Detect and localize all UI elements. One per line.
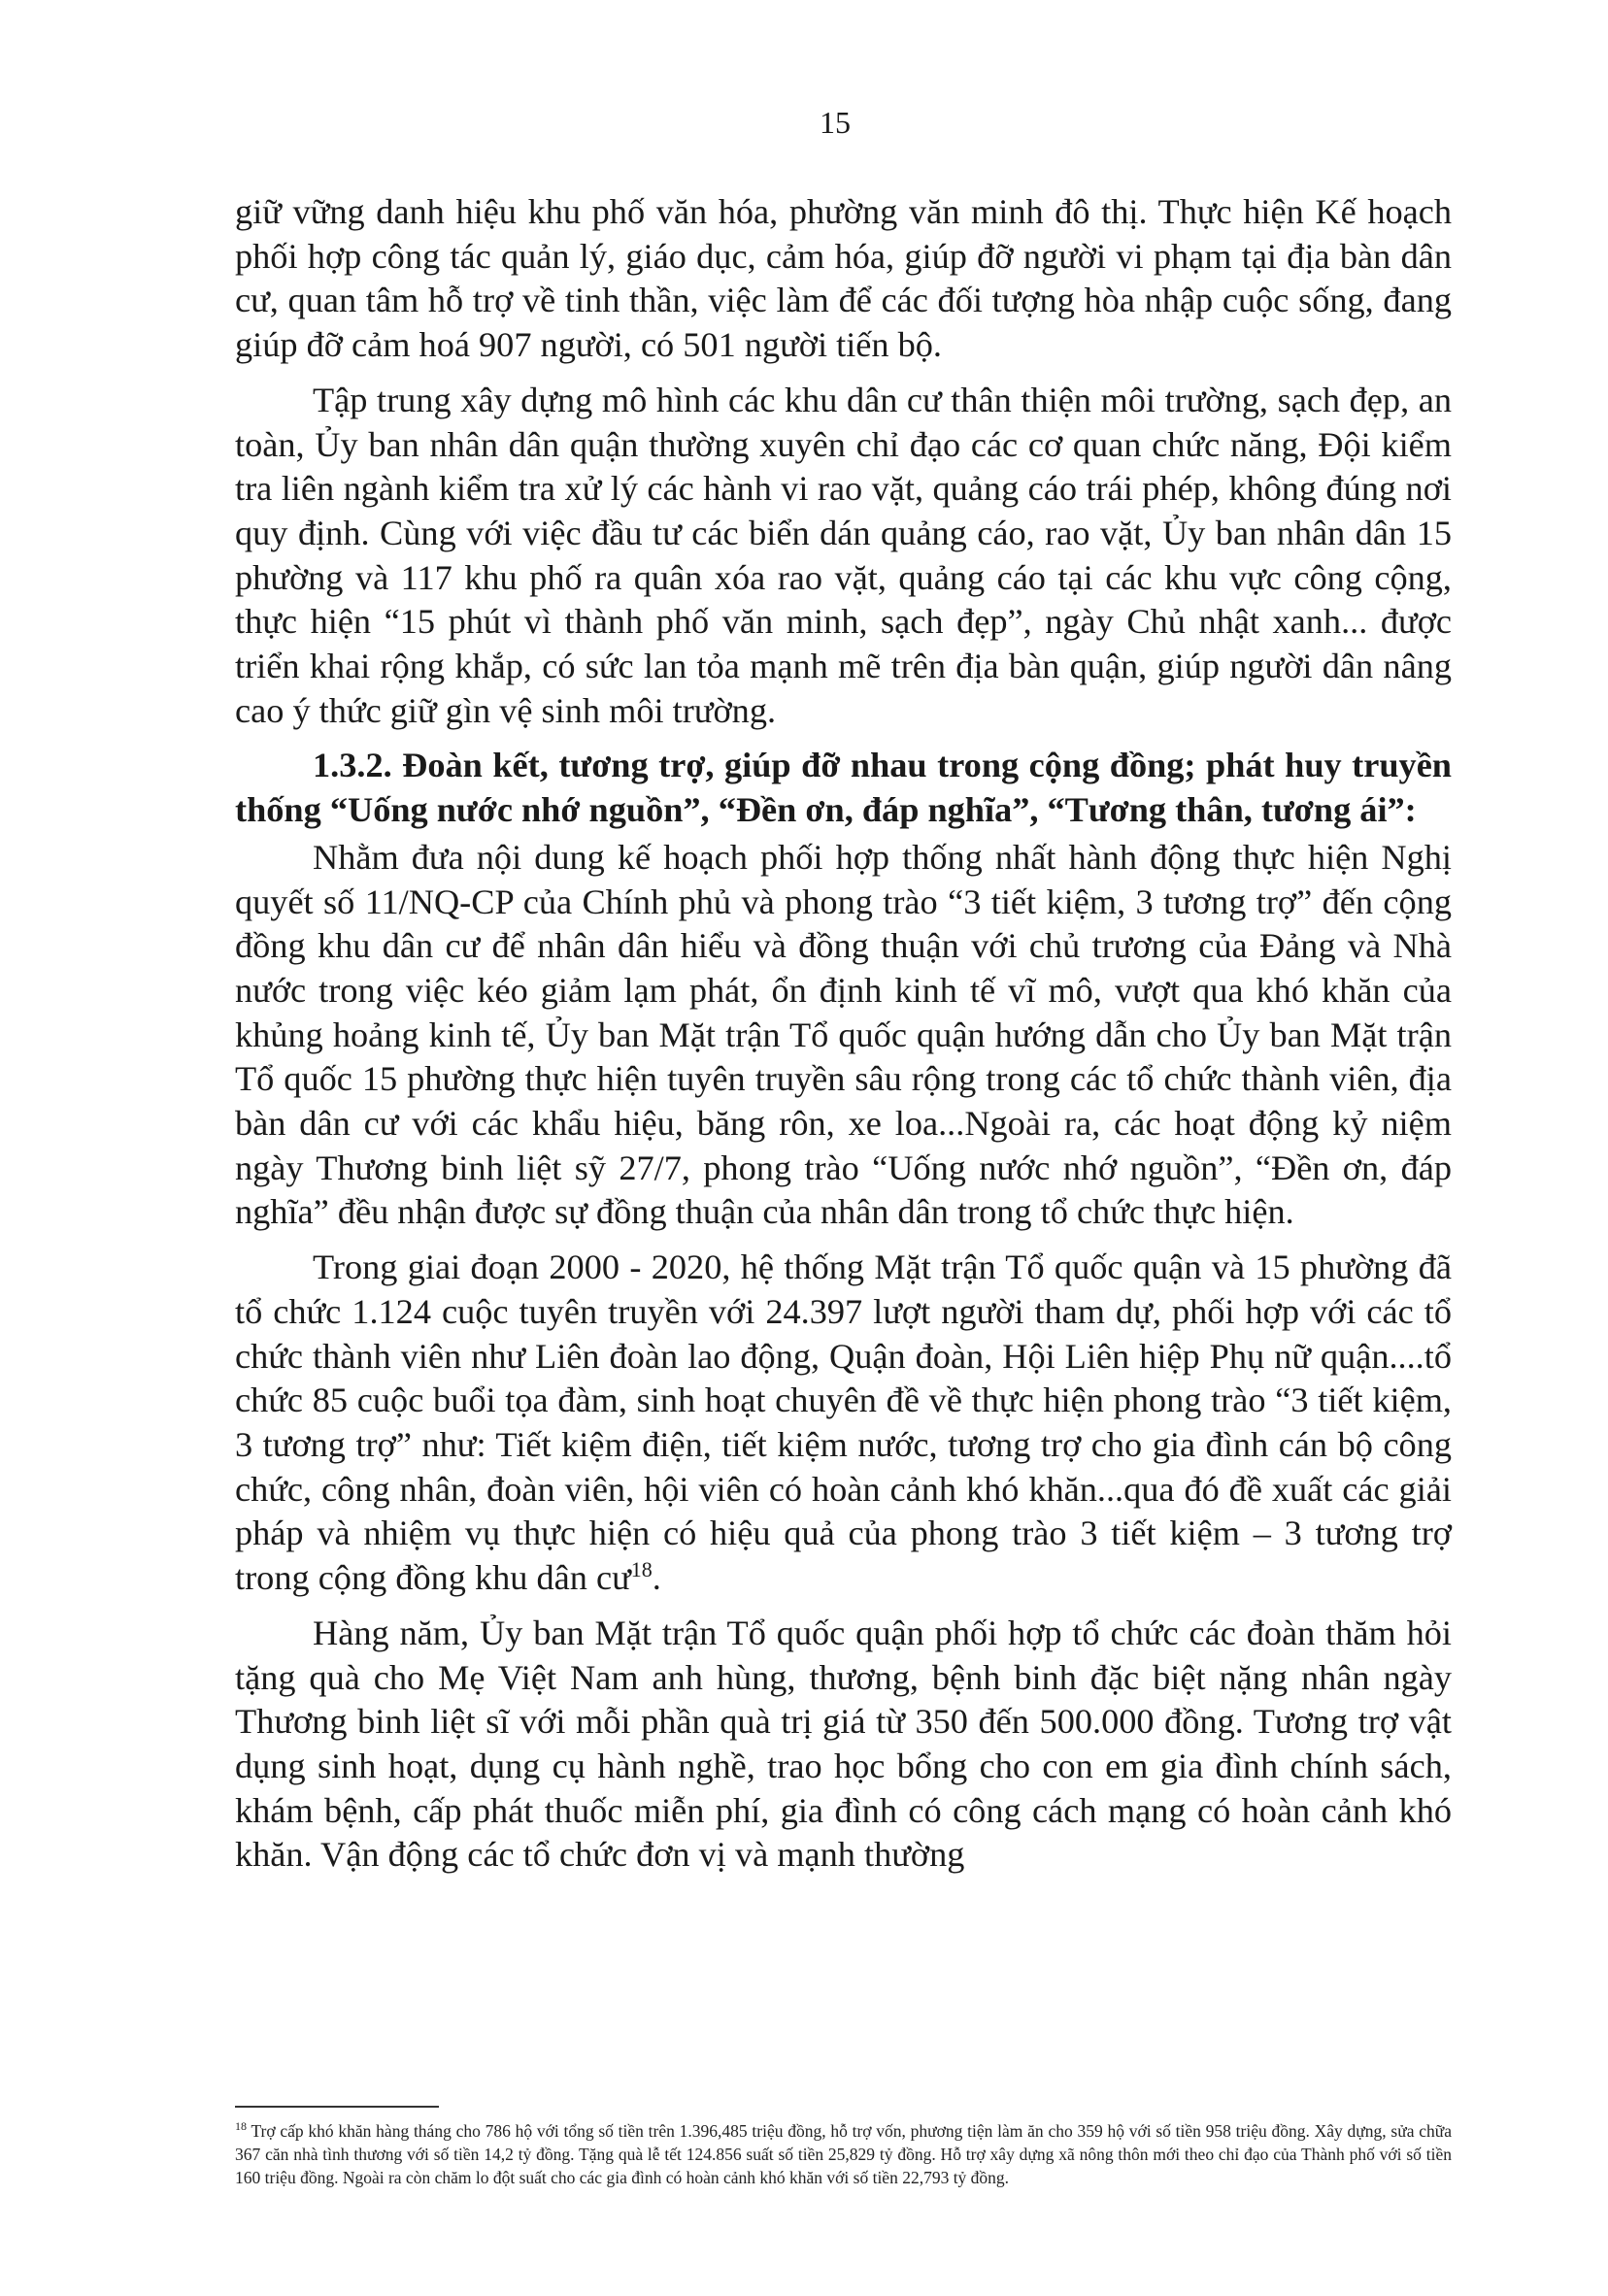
paragraph-statistics-text: Trong giai đoạn 2000 - 2020, hệ thống Mặt trận Tổ quốc quận và 15 phường đã tổ chức 1.124 cuộc tuyên truyền với 24.397 lượt người tham dự, phối hợp với các tổ chức thành viên như Liên đoàn lao động, Quận đoàn, Hội Liên hiệp Phụ nữ quận....tổ chức 85 cuộc buổi tọa đàm, sinh hoạt chuyên đề về thực hiện phong trào “3 tiết kiệm, 3 tương trợ” như: Tiết kiệm điện, tiết kiệm nước, tương trợ cho gia đình cán bộ công chức, công nhân, đoàn viên, hội viên có hoàn cảnh khó khăn...qua đó đề xuất các giải pháp và nhiệm vụ thực hiện có hiệu quả của phong trào 3 tiết kiệm – 3 tương trợ trong cộng đồng khu dân cư	[235, 1248, 1452, 1598]
paragraph-continuation: giữ vững danh hiệu khu phố văn hóa, phường văn minh đô thị. Thực hiện Kế hoạch phối hợp công tác quản lý, giáo dục, cảm hóa, giúp đỡ người vi phạm tại địa bàn dân cư, quan tâm hỗ trợ về tinh thần, việc làm để các đối tượng hòa nhập cuộc sống, đang giúp đỡ cảm hoá 907 người, có 501 người tiến bộ.	[235, 192, 1452, 365]
footnote-text: Trợ cấp khó khăn hàng tháng cho 786 hộ với tổng số tiền trên 1.396,485 triệu đồng, hỗ trợ vốn, phương tiện làm ăn cho 359 hộ với số tiền 958 triệu đồng. Xây dựng, sửa chữa 367 căn nhà tình thương với số tiền 14,2 tỷ đồng. Tặng quà lễ tết 124.856 suất số tiền 25,829 tỷ đồng. Hỗ trợ xây dựng xã nông thôn mới theo chỉ đạo của Thành phố với số tiền 160 triệu đồng. Ngoài ra còn chăm lo đột suất cho các gia đình có hoàn cảnh khó khăn với số tiền 22,793 tỷ đồng.	[235, 2121, 1452, 2187]
paragraph-environment: Tập trung xây dựng mô hình các khu dân cư thân thiện môi trường, sạch đẹp, an toàn, Ủy ban nhân dân quận thường xuyên chỉ đạo các cơ quan chức năng, Đội kiểm tra liên ngành kiểm tra xử lý các hành vi rao vặt, quảng cáo trái phép, không đúng nơi quy định. Cùng với việc đầu tư các biển dán quảng cáo, rao vặt, Ủy ban nhân dân 15 phường và 117 khu phố ra quân xóa rao vặt, quảng cáo tại các khu vực công cộng, thực hiện “15 phút vì thành phố văn minh, sạch đẹp”, ngày Chủ nhật xanh... được triển khai rộng khắp, có sức lan tỏa mạnh mẽ trên địa bàn quận, giúp người dân nâng cao ý thức giữ gìn vệ sinh môi trường.	[235, 380, 1452, 730]
section-heading: 1.3.2. Đoàn kết, tương trợ, giúp đỡ nhau trong cộng đồng; phát huy truyền thống “Uống nước nhớ nguồn”, “Đền ơn, đáp nghĩa”, “Tương thân, tương ái”:	[235, 746, 1452, 830]
page-body	[235, 190, 1452, 1878]
paragraph-statistics	[235, 1246, 1452, 1601]
paragraph-statistics-end: .	[652, 1558, 661, 1598]
paragraph-support: Hàng năm, Ủy ban Mặt trận Tổ quốc quận phối hợp tổ chức các đoàn thăm hỏi tặng quà cho Mẹ Việt Nam anh hùng, thương, bệnh binh đặc biệt nặng nhân ngày Thương binh liệt sĩ với mỗi phần quà trị giá từ 350 đến 500.000 đồng. Tương trợ vật dụng sinh hoạt, dụng cụ hành nghề, trao học bổng cho con em gia đình chính sách, khám bệnh, cấp phát thuốc miễn phí, gia đình có công cách mạng có hoàn cảnh khó khăn. Vận động các tổ chức đơn vị và mạnh thường	[235, 1613, 1452, 1875]
footnote	[235, 2120, 1452, 2189]
footnote-reference[interactable]: 18	[630, 1557, 653, 1581]
footnote-marker: 18	[235, 2119, 247, 2134]
page-number: 15	[820, 105, 851, 140]
footnote-divider	[235, 2106, 439, 2108]
paragraph-campaign: Nhằm đưa nội dung kế hoạch phối hợp thống nhất hành động thực hiện Nghị quyết số 11/NQ-CP của Chính phủ và phong trào “3 tiết kiệm, 3 tương trợ” đến cộng đồng khu dân cư để nhân dân hiểu và đồng thuận với chủ trương của Đảng và Nhà nước trong việc kéo giảm lạm phát, ổn định kinh tế vĩ mô, vượt qua khó khăn của khủng hoảng kinh tế, Ủy ban Mặt trận Tổ quốc quận hướng dẫn cho Ủy ban Mặt trận Tổ quốc 15 phường thực hiện tuyên truyền sâu rộng trong các tổ chức thành viên, địa bàn dân cư với các khẩu hiệu, băng rôn, xe loa...Ngoài ra, các hoạt động kỷ niệm ngày Thương binh liệt sỹ 27/7, phong trào “Uống nước nhớ nguồn”, “Đền ơn, đáp nghĩa” đều nhận được sự đồng thuận của nhân dân trong tổ chức thực hiện.	[235, 837, 1452, 1232]
